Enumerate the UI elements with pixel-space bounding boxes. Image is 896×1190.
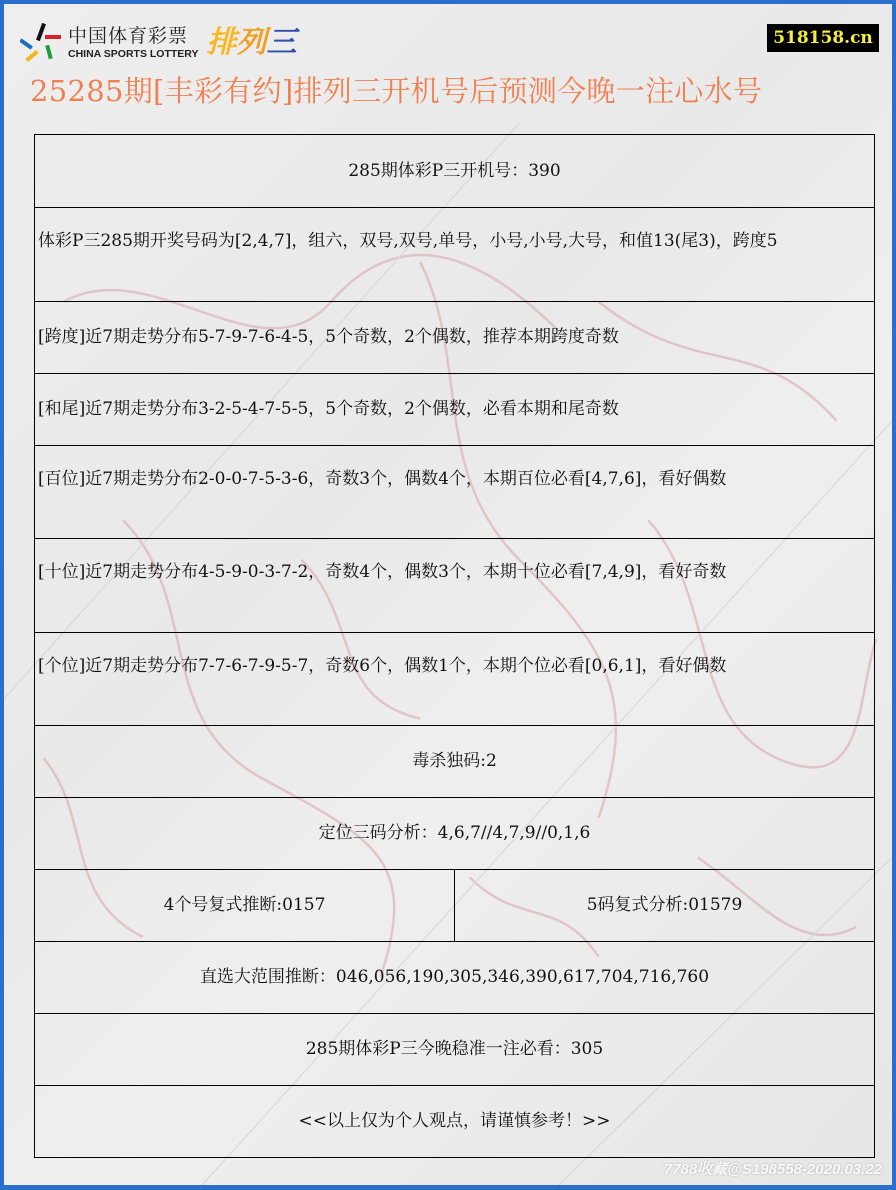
table-row [35, 135, 874, 207]
table-row [35, 301, 874, 373]
direct-selection-range-cell: 直选大范围推断：046,056,190,305,346,390,617,704,716,760 [199, 967, 710, 987]
page-title: 25285期[丰彩有约]排列三开机号后预测今晚一注心水号 [30, 74, 763, 108]
brand-char-2: 列 [236, 25, 267, 60]
table-row [35, 1085, 874, 1157]
table-row [35, 1013, 874, 1085]
units-trend-cell: [个位]近7期走势分布7-7-6-7-9-5-7，奇数6个，偶数1个，本期个位必看[0,6,1]，看好偶数 [38, 656, 727, 676]
disclaimer-cell: <<以上仅为个人观点，请谨慎参考！>> [298, 1111, 611, 1131]
draw-result-cell: 285期体彩P三开机号：390 [348, 160, 561, 181]
table-row [35, 373, 874, 445]
watermark: 7788收藏@S198558-2020.03.22 [663, 1161, 882, 1178]
table-row [35, 869, 874, 941]
table-row [35, 797, 874, 869]
hundreds-trend-cell: [百位]近7期走势分布2-0-0-7-5-3-6，奇数3个，偶数4个，本期百位必看[4,7,6]，看好偶数 [38, 469, 727, 489]
tens-trend-cell: [十位]近7期走势分布4-5-9-0-3-7-2，奇数4个，偶数3个，本期十位必看[7,4,9]，看好奇数 [38, 562, 727, 582]
table-row [35, 445, 874, 538]
prediction-table [34, 134, 875, 1158]
table-row [35, 632, 874, 725]
draw-analysis-cell: 体彩P三285期开奖号码为[2,4,7]，组六，双号,双号,单号，小号,小号,大号，和值13(尾3)，跨度5 [38, 231, 778, 251]
span-trend-cell: [跨度]近7期走势分布5-7-9-7-6-4-5，5个奇数，2个偶数，推荐本期跨度奇数 [38, 327, 619, 347]
position-three-code-cell: 定位三码分析：4,6,7//4,7,9//0,1,6 [318, 823, 591, 843]
lottery-star-icon [20, 21, 64, 65]
single-pick-cell: 285期体彩P三今晚稳准一注必看：305 [305, 1039, 604, 1059]
pailiesan-brand [206, 25, 296, 61]
logo-english-text: CHINA SPORTS LOTTERY [68, 48, 199, 60]
logo-chinese-text: 中国体育彩票 [68, 25, 189, 47]
table-row [35, 725, 874, 797]
brand-char-1: 排 [206, 25, 237, 60]
brand-char-3: 三 [266, 25, 297, 60]
four-number-combo-cell: 4个号复式推断:0157 [163, 895, 326, 915]
kill-number-cell: 毒杀独码:2 [412, 751, 497, 771]
table-row [35, 941, 874, 1013]
sum-tail-trend-cell: [和尾]近7期走势分布3-2-5-4-7-5-5，5个奇数，2个偶数，必看本期和尾奇数 [38, 399, 619, 419]
table-row [35, 538, 874, 632]
site-badge[interactable]: 518158.cn [767, 24, 879, 52]
five-code-combo-cell: 5码复式分析:01579 [454, 870, 874, 941]
table-row [35, 207, 874, 301]
china-sports-lottery-logo [20, 20, 296, 66]
